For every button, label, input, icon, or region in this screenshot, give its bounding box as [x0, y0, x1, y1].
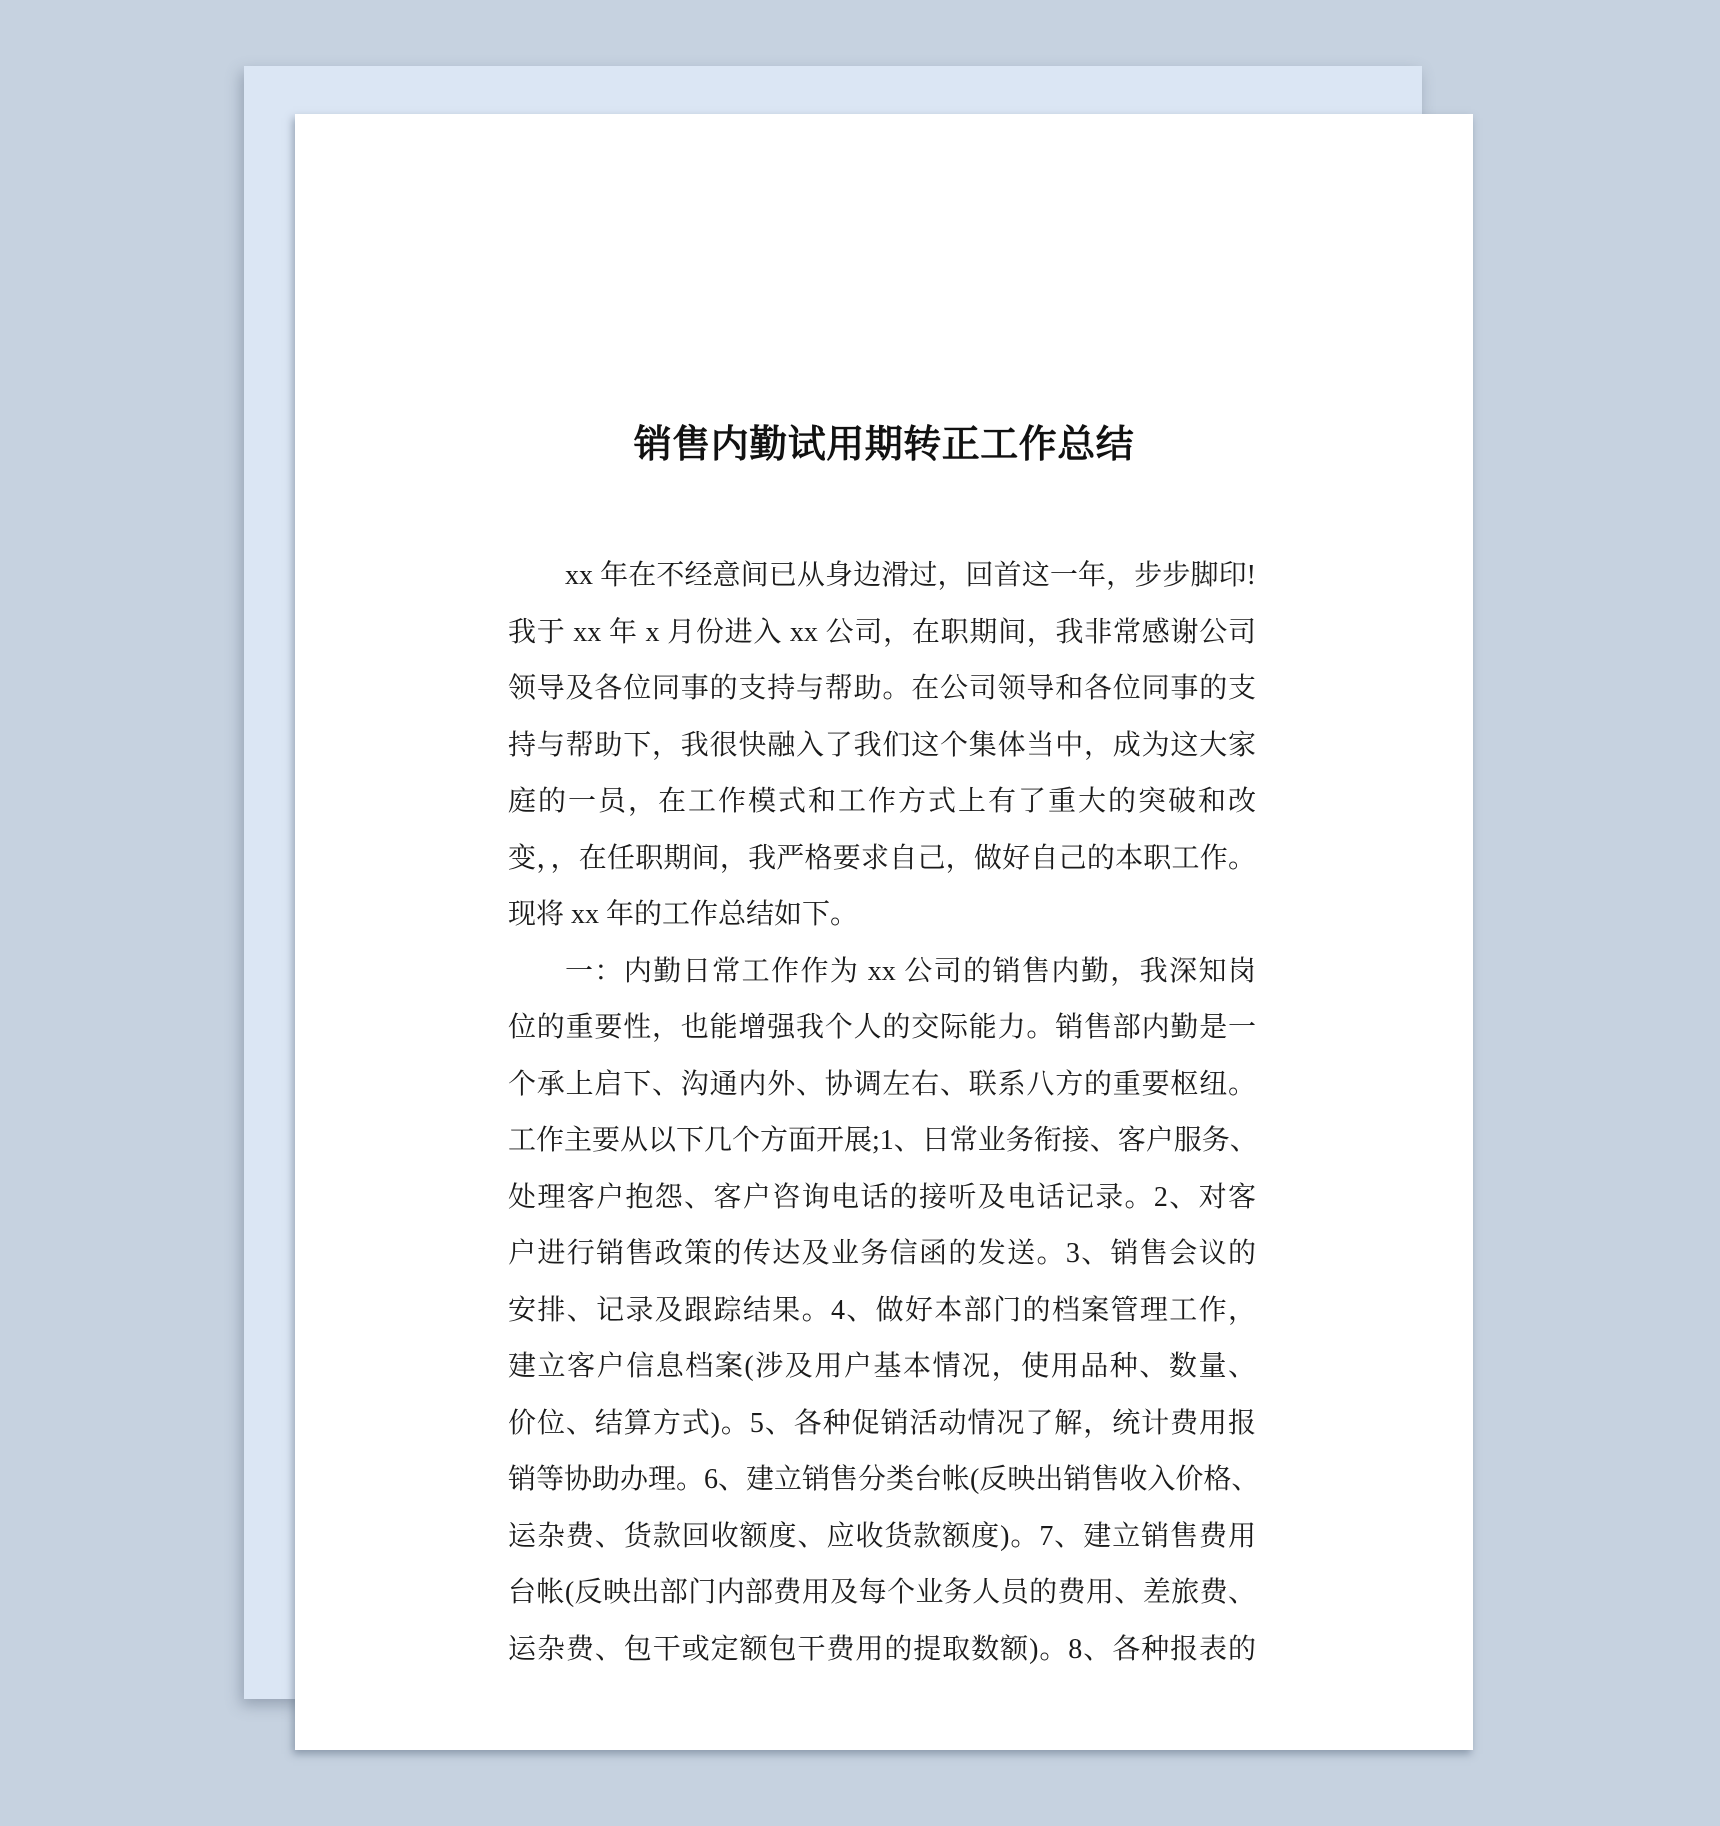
text-line: 个承上启下、沟通内外、协调左右、联系八方的重要枢纽。: [508, 1068, 1256, 1100]
document-page: [295, 114, 1473, 1750]
text-line: 价位、结算方式)。5、各种促销活动情况了解，统计费用报: [508, 1407, 1256, 1439]
text-line: 销等协助办理。6、建立销售分类台帐(反映出销售收入价格、: [508, 1464, 1260, 1495]
text-line: 我于 xx 年 x 月份进入 xx 公司，在职期间，我非常感谢公司: [508, 616, 1256, 648]
text-line: 领导及各位同事的支持与帮助。在公司领导和各位同事的支: [508, 673, 1256, 704]
text-line: 现将 xx 年的工作总结如下。: [508, 899, 859, 930]
text-line: 处理客户抱怨、客户咨询电话的接听及电话记录。2、对客: [508, 1181, 1256, 1213]
text-line: 户进行销售政策的传达及业务信函的发送。3、销售会议的: [508, 1238, 1256, 1269]
text-line: 运杂费、包干或定额包干费用的提取数额)。8、各种报表的: [508, 1633, 1256, 1665]
text-line: 安排、记录及跟踪结果。4、做好本部门的档案管理工作，: [508, 1294, 1256, 1326]
paragraph-section-one: [508, 944, 1260, 1679]
text-line: 位的重要性，也能增强我个人的交际能力。销售部内勤是一: [508, 1012, 1256, 1043]
text-line: 变，，在任职期间，我严格要求自己，做好自己的本职工作。: [508, 842, 1256, 874]
document-title: 销售内勤试用期转正工作总结: [633, 422, 1135, 466]
document-body: [508, 548, 1260, 1678]
text-line: 运杂费、货款回收额度、应收货款额度)。7、建立销售费用: [508, 1520, 1256, 1552]
text-line: xx 年在不经意间已从身边滑过，回首这一年，步步脚印!: [565, 560, 1256, 591]
text-line: 建立客户信息档案(涉及用户基本情况，使用品种、数量、: [508, 1351, 1256, 1382]
paragraph-intro: [508, 548, 1256, 944]
text-line: 台帐(反映出部门内部费用及每个业务人员的费用、差旅费、: [508, 1577, 1256, 1608]
text-line: 持与帮助下，我很快融入了我们这个集体当中，成为这大家: [508, 729, 1256, 761]
text-line: 工作主要从以下几个方面开展;1、日常业务衔接、客户服务、: [508, 1125, 1258, 1156]
text-line: 一：内勤日常工作作为 xx 公司的销售内勤，我深知岗: [565, 955, 1256, 987]
text-line: 庭的一员，在工作模式和工作方式上有了重大的突破和改: [508, 786, 1256, 817]
